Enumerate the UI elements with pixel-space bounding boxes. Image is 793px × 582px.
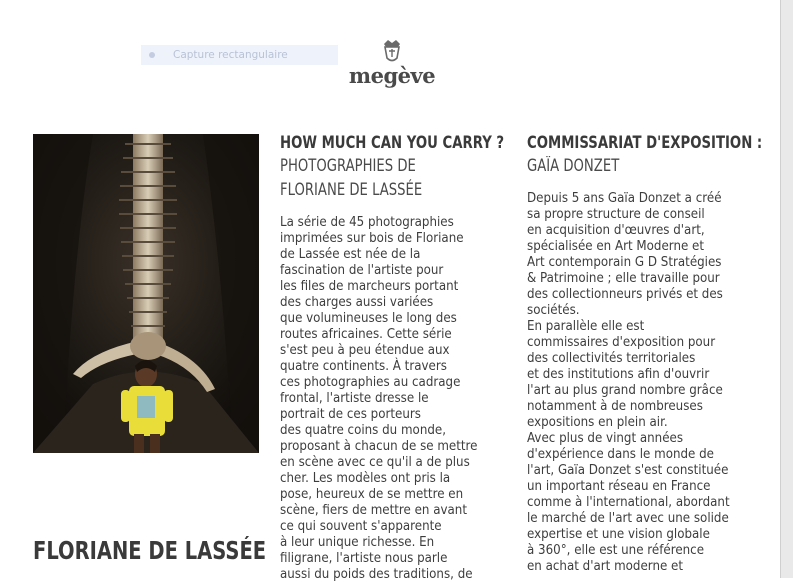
article-line: des quatre coins du monde,	[280, 422, 446, 438]
commissariat-line: l'art au plus grand nombre grâce	[527, 382, 723, 398]
article-subheading-line: PHOTOGRAPHIES DE	[280, 156, 416, 175]
logo-text: megève	[348, 63, 436, 88]
article-line: La série de 45 photographies	[280, 214, 454, 230]
capture-tooltip-label: Capture rectangulaire	[173, 49, 288, 61]
article-line: s'est peu à peu étendue aux	[280, 342, 450, 358]
commissariat-line: sociétés.	[527, 302, 580, 318]
capture-tooltip[interactable]	[141, 45, 338, 65]
commissariat-line: le marché de l'art avec une solide	[527, 510, 729, 526]
megeve-logo	[336, 38, 448, 88]
commissariat-line: en achat d'art moderne et	[527, 558, 684, 574]
article-line: filigrane, l'artiste nous parle	[280, 550, 448, 566]
article-line: des charges aussi variées	[280, 294, 434, 310]
commissariat-line: en acquisition d'œuvres d'art,	[527, 222, 705, 238]
article-line: cher. Les modèles ont pris la	[280, 470, 451, 486]
commissariat-line: & Patrimoine ; elle travaille pour	[527, 270, 720, 286]
commissariat-line: Avec plus de vingt années	[527, 430, 684, 446]
commissariat-line: spécialisée en Art Moderne et	[527, 238, 705, 254]
commissariat-line: Depuis 5 ans Gaïa Donzet a créé	[527, 190, 722, 206]
article-line: ce qui souvent s'apparente	[280, 518, 442, 534]
article-line: que volumineuses le long des	[280, 310, 457, 326]
commissariat-line: à 360°, elle est une référence	[527, 542, 705, 558]
window-edge	[780, 0, 793, 578]
commissariat-line: expertise et une vision globale	[527, 526, 710, 542]
article-line: imprimées sur bois de Floriane	[280, 230, 464, 246]
commissariat-body	[527, 190, 767, 574]
commissariat-line: notamment à de nombreuses	[527, 398, 703, 414]
article-line: pose, heureux de se mettre en	[280, 486, 464, 502]
article-line: de Lassée est née de la	[280, 246, 421, 262]
article-line: portrait de ces porteurs	[280, 406, 421, 422]
commissariat-line: un important réseau en France	[527, 478, 711, 494]
commissariat-line: comme à l'international, abordant	[527, 494, 730, 510]
article-line: à leur unique richesse. En	[280, 534, 435, 550]
commissariat-column	[527, 132, 767, 574]
artist-photo	[33, 134, 259, 453]
commissariat-line: commissaires d'exposition pour	[527, 334, 716, 350]
commissariat-line: sa propre structure de conseil	[527, 206, 705, 222]
commissariat-line: d'expérience dans le monde de	[527, 446, 714, 462]
article-line: en scène avec ce qu'il a de plus	[280, 454, 470, 470]
article-line: proposant à chacun de se mettre	[280, 438, 478, 454]
artist-name: FLORIANE DE LASSÉE	[33, 536, 267, 565]
commissariat-line: et des institutions afin d'ouvrir	[527, 366, 710, 382]
commissariat-subheading	[527, 154, 719, 178]
article-line: les files de marcheurs portant	[280, 278, 459, 294]
article-body	[280, 214, 510, 582]
article-subheading	[280, 154, 464, 202]
article-line: routes africaines. Cette série	[280, 326, 452, 342]
article-column	[280, 132, 510, 582]
article-line: fascination de l'artiste pour	[280, 262, 444, 278]
commissariat-line: expositions en plein air.	[527, 414, 668, 430]
commissariat-line: En parallèle elle est	[527, 318, 645, 334]
article-line: frontal, l'artiste dresse le	[280, 390, 429, 406]
capture-icon	[149, 52, 155, 58]
article-line: ces photographies au cadrage	[280, 374, 461, 390]
commissariat-line: des collectivités territoriales	[527, 350, 696, 366]
crest-icon	[379, 38, 405, 64]
commissariat-line: Art contemporain G D Stratégies	[527, 254, 722, 270]
article-line: quatre continents. À travers	[280, 358, 447, 374]
commissariat-subheading-line: GAÏA DONZET	[527, 156, 620, 175]
article-line: aussi du poids des traditions, de	[280, 566, 473, 582]
article-line: scène, fiers de mettre en avant	[280, 502, 467, 518]
commissariat-line: l'art, Gaïa Donzet s'est constituée	[527, 462, 729, 478]
article-subheading-line: FLORIANE DE LASSÉE	[280, 180, 423, 199]
commissariat-heading: COMMISSARIAT D'EXPOSITION :	[527, 133, 763, 153]
commissariat-line: des collectionneurs privés et des	[527, 286, 723, 302]
article-heading: HOW MUCH CAN YOU CARRY ?	[280, 133, 505, 153]
